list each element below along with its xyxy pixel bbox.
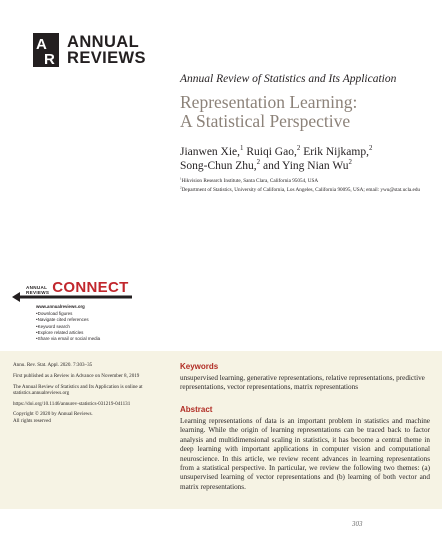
page-number: 303	[352, 520, 363, 528]
affiliations	[180, 178, 430, 196]
connect-small-line-2: REVIEWS	[26, 290, 50, 295]
author-name: Song-Chun Zhu,	[180, 160, 257, 172]
annual-reviews-connect	[12, 275, 152, 342]
online-note: The Annual Review of Statistics and Its Application is online at statistics.annualreviews.org	[13, 383, 143, 396]
connect-feature-item[interactable]: • Keyword search	[36, 324, 152, 330]
connect-arrow-icon	[12, 292, 132, 302]
author-name: Ruiqi Gao,	[243, 146, 297, 158]
author-name: Jianwen Xie,	[180, 146, 241, 158]
title-line-2: A Statistical Perspective	[180, 111, 351, 131]
author-affil-mark: 1	[240, 145, 244, 153]
svg-text:R: R	[44, 51, 55, 67]
author-name: and Ying Nian Wu	[260, 160, 349, 172]
article-title	[180, 93, 430, 131]
rights: All rights reserved	[13, 417, 51, 424]
connect-feature-item[interactable]: • Download figures	[36, 311, 152, 317]
author-affil-mark: 2	[368, 145, 373, 153]
keywords-heading: Keywords	[180, 362, 219, 371]
connect-feature-list	[36, 311, 152, 342]
abstract-heading: Abstract	[180, 405, 213, 414]
annual-reviews-logo-mark	[33, 33, 59, 67]
author-affil-mark: 2	[348, 159, 352, 167]
author-name: Erik Nijkamp,	[300, 146, 369, 158]
affiliation-mark: 2	[180, 185, 182, 190]
connect-url[interactable]: www.annualreviews.org	[36, 304, 85, 309]
affiliation-mark: 1	[180, 176, 182, 181]
affiliation-2	[180, 187, 430, 194]
author-list	[180, 145, 420, 173]
first-published: First published as a Review in Advance on November 8, 2019	[13, 372, 140, 379]
svg-text:A: A	[36, 36, 47, 53]
copyright: Copyright © 2020 by Annual Reviews.	[13, 411, 93, 418]
connect-feature-item[interactable]: • Explore related articles	[36, 330, 152, 336]
logo-line-1: ANNUAL	[67, 33, 140, 51]
connect-title: CONNECT	[52, 279, 129, 296]
connect-feature-item[interactable]: • Navigate cited references	[36, 317, 152, 323]
journal-name: Annual Review of Statistics and Its Application	[180, 73, 397, 85]
connect-feature-item[interactable]: • Share via email or social media	[36, 336, 152, 342]
affiliation-1	[180, 178, 430, 185]
logo-wordmark	[67, 34, 146, 66]
title-line-1: Representation Learning:	[180, 92, 358, 112]
affiliation-text: Hikvision Research Institute, Santa Clara, California 95054, USA	[181, 178, 319, 184]
logo-line-2: REVIEWS	[67, 49, 146, 67]
author-line-2	[180, 159, 420, 173]
author-affil-mark: 2	[256, 159, 261, 167]
abstract-text: Learning representations of data is an important problem in statistics and machine learning. While the origin of learning representations can be traced back to factor analysis and multidimensional scaling in statistics, it has become a central theme in deep learning with important applications in computer vision and computational neuroscience. In this article, we review recent advances in learning representations from a statistical perspective. In particular, we review the following two themes: (a) unsupervised learning of vector representations and (b) learning of both vector and matrix representations.	[180, 417, 430, 491]
connect-small-line-1: ANNUAL	[26, 285, 48, 290]
affiliation-text: Department of Statistics, University of California, Los Angeles, California 90095, USA; email: ywu@stat.ucla.edu	[181, 187, 421, 193]
author-line-1	[180, 145, 420, 159]
citation: Annu. Rev. Stat. Appl. 2020. 7:303–35	[13, 362, 93, 368]
keywords-text: unsupervised learning, generative representations, relative representations, predictive representations, vector representations, matrix representations	[180, 374, 425, 392]
annual-reviews-logo	[33, 31, 146, 69]
article-metadata	[13, 362, 168, 429]
author-affil-mark: 2	[296, 145, 301, 153]
doi-link[interactable]: https://doi.org/10.1146/annurev-statistics-031219-041131	[13, 400, 131, 407]
